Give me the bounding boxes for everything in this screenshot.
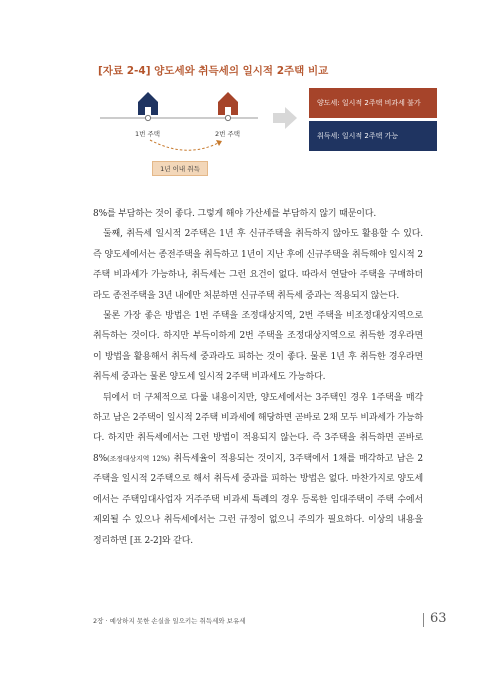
footer-divider: [423, 613, 424, 627]
timeline-dot-2: [225, 115, 230, 120]
house-2-label: 2번 주택: [215, 130, 241, 138]
result-2-text: 취득세: 일시적 2주택 가능: [317, 132, 399, 140]
house-2-icon: [218, 92, 238, 115]
right-arrow-icon: [273, 107, 297, 129]
paragraph-4: [93, 388, 423, 551]
paragraph-4-part-a: 뒤에서 더 구체적으로 다룰 내용이지만, 양도세에서는 3주택인 경우 1주택을 매각하고 남은 2주택이 일시적 2주택 비과세에 해당하면 곧바로 2채 모두 비과세가 가능하다. 하지만 취득세에서는 그런 방법이 적용되지 않는다. 즉 3주택을 취득하면 곧바로 8%: [93, 392, 423, 464]
result-box-capital-gains: [309, 88, 437, 118]
house-1-icon: [138, 92, 158, 115]
figure-title: [자료 2-4] 양도세와 취득세의 일시적 2주택 비교: [98, 65, 329, 77]
house-1-label: 1번 주택: [135, 130, 161, 138]
paragraph-3: 물론 가장 좋은 방법은 1번 주택을 조정대상지역, 2번 주택을 비조정대상지역으로 취득하는 것이다. 하지만 부득이하게 2번 주택을 조정대상지역으로 취득한 경우라면 이 방법을 활용해서 취득세 중과라도 피하는 것이 좋다. 물론 1년 후 취득한 경우라면 취득세 중과는 물론 양도세 일시적 2주택 비과세도 가능하다.: [93, 311, 423, 383]
footer-chapter-text: 2장 · 예상하지 못한 손실을 일으키는 취득세와 보유세: [93, 617, 246, 625]
result-box-acquisition: [309, 121, 437, 151]
body-text: [93, 204, 423, 551]
paragraph-1: 8%를 부담하는 것이 좋다. 그렇게 해야 가산세를 부담하지 않기 때문이다.: [93, 209, 377, 219]
paragraph-4-part-b: 취득세율이 적용되는 것이지, 3주택에서 1채를 매각하고 남은 2주택을 일시적 2주택으로 해서 취득세 중과를 피하는 방법은 없다. 마찬가지로 양도세에서는 주택임대사업자 거주주택 비과세 특례의 경우 등록한 임대주택이 주택 수에서 제외될 수 있으나 취득세에서는 그런 규정이 없으니 주의가 필요하다. 이상의 내용을 정리하면 [표 2-2]와 같다.: [93, 453, 423, 546]
result-1-text: 양도세: 일시적 2주택 비과세 불가: [317, 99, 421, 107]
page-number: 63: [430, 611, 447, 626]
period-label: 1년 이내 취득: [152, 161, 208, 176]
timeline-dot-1: [145, 115, 150, 120]
paragraph-2: 둘째, 취득세 일시적 2주택은 1년 후 신규주택을 취득하지 않아도 활용할 수 있다. 즉 양도세에서는 종전주택을 취득하고 1년이 지난 후에 신규주택을 취득해야 일시적 2주택 비과세가 가능하나, 취득세는 그런 요건이 없다. 따라서 연달아 주택을 구매하더라도 종전주택을 3년 내에만 처분하면 신규주택 취득세 중과는 적용되지 않는다.: [93, 229, 423, 301]
paragraph-4-note: (조정대상지역 12%): [106, 454, 170, 463]
dashed-period-arrow: [150, 140, 222, 150]
